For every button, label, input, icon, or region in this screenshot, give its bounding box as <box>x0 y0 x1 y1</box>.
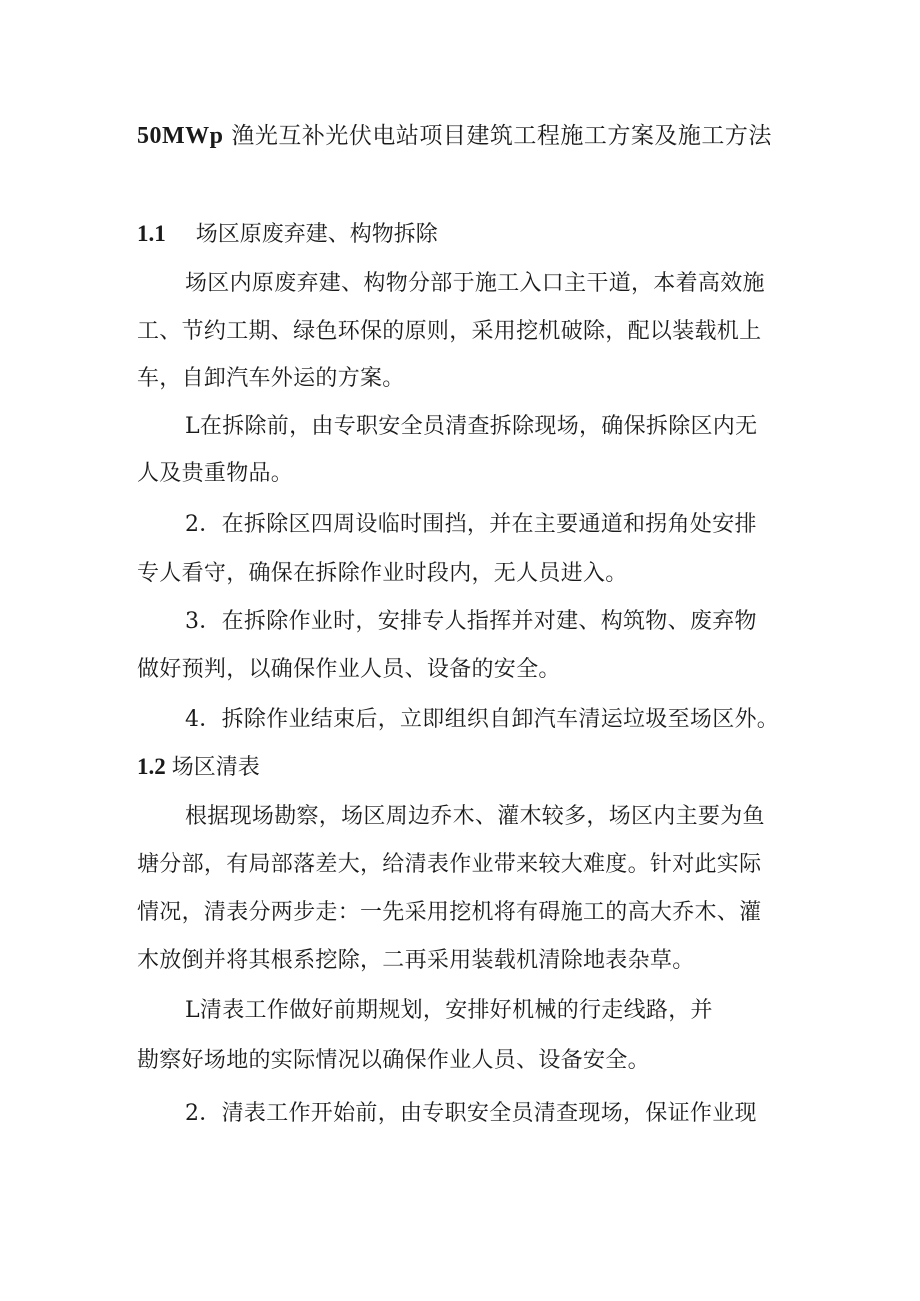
paragraph-line: 3．在拆除作业时，安排专人指挥并对建、构筑物、废弃物 <box>185 609 757 634</box>
paragraph-line: 做好预判，以确保作业人员、设备的安全。 <box>137 657 561 682</box>
paragraph-line: 人及贵重物品。 <box>137 461 294 486</box>
section-number: 1.2 <box>137 754 166 779</box>
section-title: 场区原废弃建、构物拆除 <box>195 222 438 247</box>
paragraph-line: 勘察好场地的实际情况以确保作业人员、设备安全。 <box>137 1048 650 1073</box>
paragraph-line: 专人看守，确保在拆除作业时段内，无人员进入。 <box>137 561 628 586</box>
title-text: 渔光互补光伏电站项目建筑工程施工方案及施工方法 <box>231 123 772 149</box>
title-bold: 50MWp <box>137 123 224 149</box>
section-heading-1-2 <box>137 750 260 781</box>
paragraph-line: 车，自卸汽车外运的方案。 <box>137 366 405 391</box>
paragraph-line: 4．拆除作业结束后，立即组织自卸汽车清运垃圾至场区外。 <box>185 707 780 732</box>
paragraph-line: 根据现场勘察，场区周边乔木、灌木较多，场区内主要为鱼 <box>185 804 765 829</box>
section-number: 1.1 <box>137 221 166 246</box>
paragraph-line: L在拆除前，由专职安全员清查拆除现场，确保拆除区内无 <box>185 414 758 439</box>
paragraph-line: 2．清表工作开始前，由专职安全员清查现场，保证作业现 <box>185 1101 757 1126</box>
paragraph-line: 工、节约工期、绿色环保的原则，采用挖机破除，配以装载机上 <box>137 319 762 344</box>
paragraph-line: 情况，清表分两步走：一先采用挖机将有碍施工的高大乔木、灌 <box>137 900 762 925</box>
section-heading-1-1 <box>137 217 438 248</box>
paragraph-line: 木放倒并将其根系挖除，二再采用装载机清除地表杂草。 <box>137 948 695 973</box>
paragraph-line: 塘分部，有局部落差大，给清表作业带来较大难度。针对此实际 <box>137 852 762 877</box>
section-title: 场区清表 <box>171 755 260 780</box>
paragraph-line: 2．在拆除区四周设临时围挡，并在主要通道和拐角处安排 <box>185 512 757 537</box>
paragraph-line: L清表工作做好前期规划，安排好机械的行走线路，并 <box>185 998 713 1023</box>
document-title <box>137 117 772 150</box>
paragraph-line: 场区内原废弃建、构物分部于施工入口主干道，本着高效施 <box>185 271 765 296</box>
